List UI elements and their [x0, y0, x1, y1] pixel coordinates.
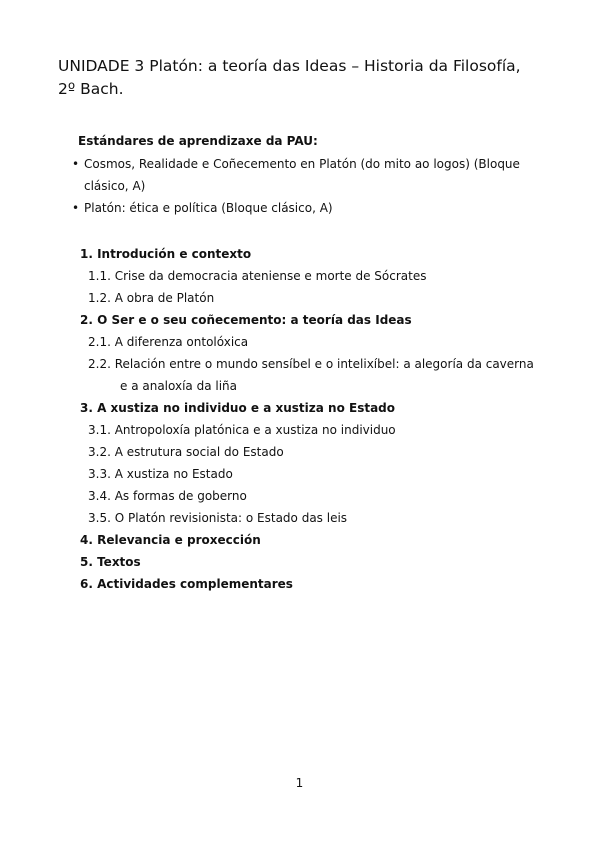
bullet-icon: •: [72, 201, 80, 215]
standards-item-text: Platón: ética e política (Bloque clásico, A): [84, 201, 333, 215]
toc-subsection-text-cont: e a analoxía da liña: [120, 379, 237, 393]
standards-item-text-cont: clásico, A): [84, 179, 146, 193]
standards-item: [72, 197, 552, 219]
toc-section-6: 6. Actividades complementares: [80, 577, 293, 591]
toc-subsection: 2.1. A diferenza ontolóxica: [88, 335, 249, 349]
standards-heading: Estándares de aprendizaxe da PAU:: [78, 134, 318, 148]
toc-subsection: 3.4. As formas de goberno: [88, 489, 247, 503]
bullet-icon: •: [72, 157, 80, 171]
standards-item: [72, 153, 552, 197]
toc-section-5: 5. Textos: [80, 555, 141, 569]
document-title: [58, 55, 558, 101]
toc-subsection: 3.1. Antropoloxía platónica e a xustiza no individuo: [88, 423, 396, 437]
toc-subsection: 3.2. A estrutura social do Estado: [88, 445, 284, 459]
toc-subsection: 1.1. Crise da democracia ateniense e morte de Sócrates: [88, 269, 427, 283]
toc-subsection: 3.3. A xustiza no Estado: [88, 467, 233, 481]
standards-list: [72, 153, 552, 219]
toc-subsection: [80, 353, 550, 397]
toc-subsection-text: 2.2. Relación entre o mundo sensíbel e o intelixíbel: a alegoría da caverna: [88, 357, 534, 371]
standards-item-text: Cosmos, Realidade e Coñecemento en Platón (do mito ao logos) (Bloque: [84, 157, 520, 171]
title-line-2: 2º Bach.: [58, 80, 124, 98]
toc-section-4: 4. Relevancia e proxección: [80, 533, 261, 547]
table-of-contents: [80, 243, 550, 595]
page-number: 1: [295, 776, 304, 790]
toc-section-2: 2. O Ser e o seu coñecemento: a teoría das Ideas: [80, 313, 412, 327]
toc-subsection: 3.5. O Platón revisionista: o Estado das leis: [88, 511, 348, 525]
title-line-1: UNIDADE 3 Platón: a teoría das Ideas – Historia da Filosofía,: [58, 57, 521, 75]
toc-section-3: 3. A xustiza no individuo e a xustiza no Estado: [80, 401, 395, 415]
toc-section-1: 1. Introdución e contexto: [80, 247, 252, 261]
toc-subsection: 1.2. A obra de Platón: [88, 291, 215, 305]
